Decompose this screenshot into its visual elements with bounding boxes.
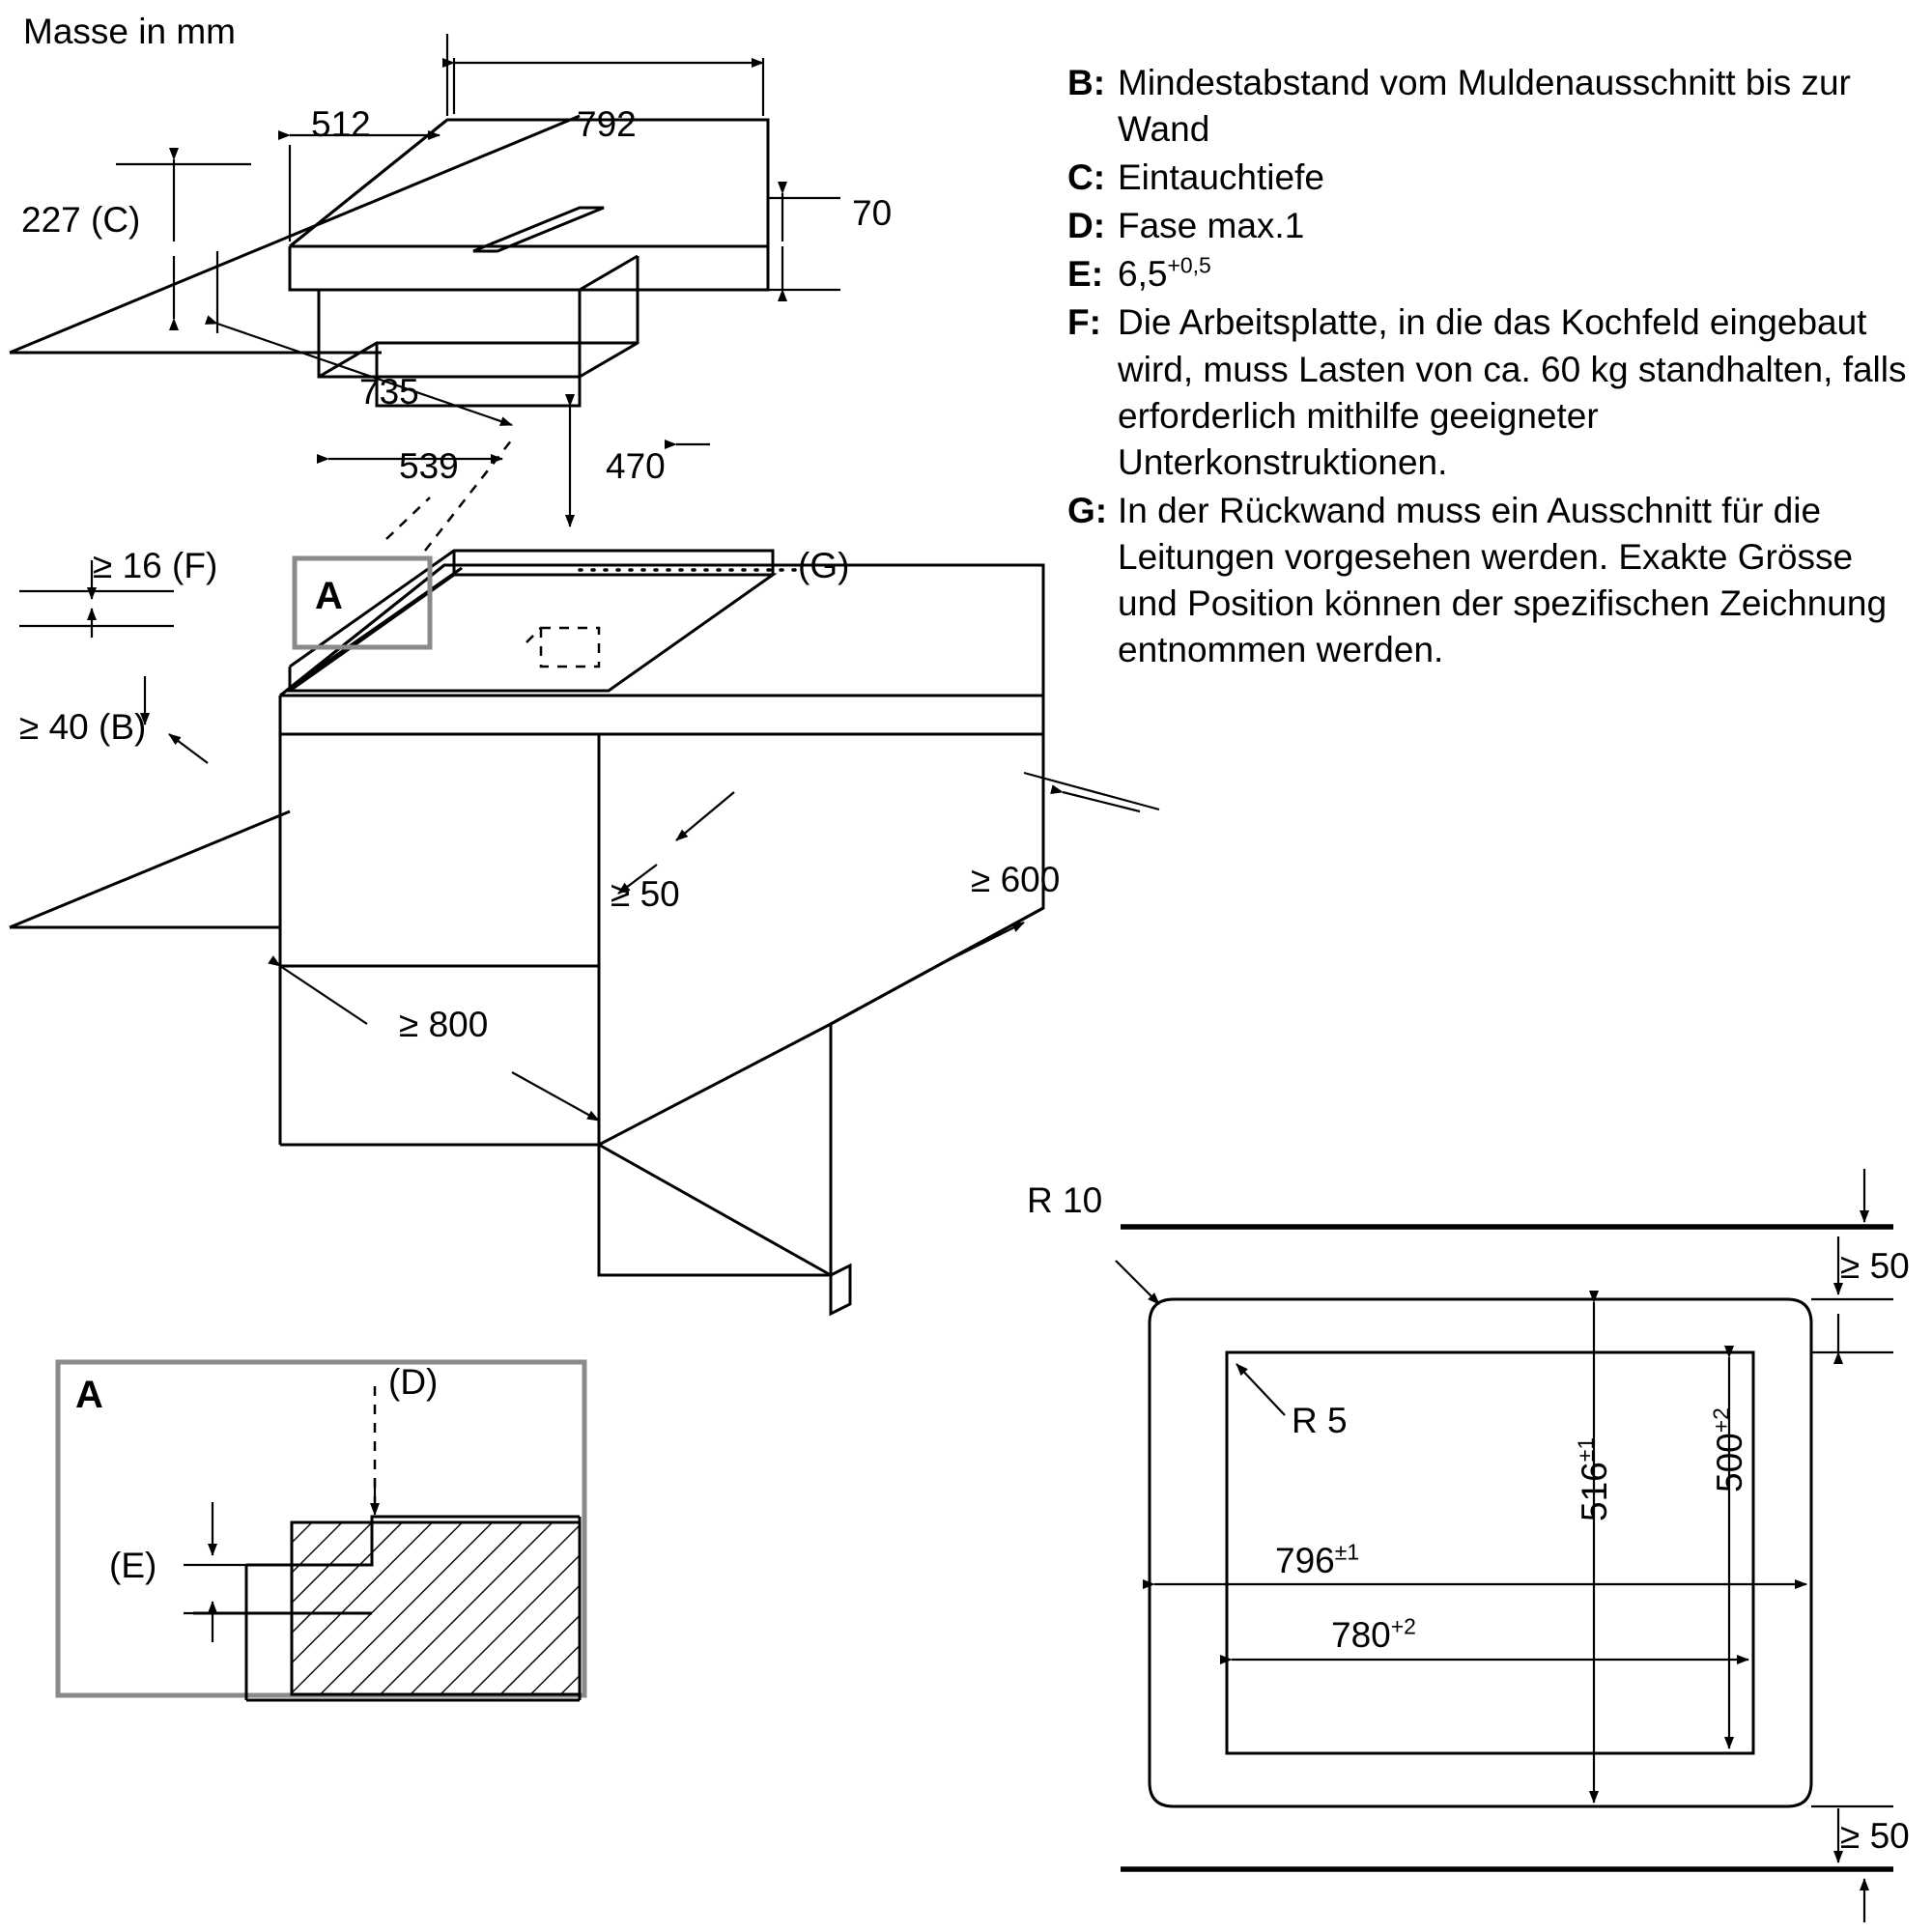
- radius-r5: R 5: [1292, 1401, 1348, 1440]
- detail-label-e: (E): [109, 1546, 157, 1585]
- dim-470: 470: [606, 446, 666, 486]
- legend-key-e: E:: [1067, 254, 1104, 295]
- legend-text-d: Fase max.1: [1118, 206, 1305, 246]
- legend-key-b: B:: [1067, 63, 1106, 102]
- cutout-dim-796: $796^{\pm 1}$: [1275, 1539, 1360, 1580]
- dim-539: 539: [399, 446, 459, 486]
- legend-key-f: F:: [1067, 302, 1101, 343]
- dim-800-width: ≥ 800: [399, 1005, 489, 1044]
- cutout-bottom-clearance: ≥ 50: [1840, 1816, 1910, 1856]
- dim-792: 792: [577, 104, 637, 144]
- dim-16-f: ≥ 16 (F): [93, 546, 218, 585]
- dim-600-depth: ≥ 600: [971, 860, 1061, 899]
- dim-70: 70: [852, 193, 893, 233]
- legend-text-e-sup: +0,5: [1167, 253, 1211, 279]
- radius-r10: R 10: [1027, 1180, 1103, 1220]
- detail-a-title: A: [75, 1374, 103, 1416]
- legend-text-f: Die Arbeitsplatte, in die das Kochfeld eingebaut wird, muss Lasten von ca. 60 kg standhalten, falls erforderlich mithilfe geeigneter Unterkonstruktionen.: [1118, 302, 1907, 482]
- legend-text-c: Eintauchtiefe: [1118, 157, 1324, 198]
- legend-key-d: D:: [1067, 206, 1106, 246]
- dim-512: 512: [311, 104, 371, 144]
- dim-40-b: ≥ 40 (B): [19, 707, 147, 747]
- dim-735: 735: [359, 372, 419, 412]
- detail-a-callout: A: [315, 575, 343, 617]
- cutout-top-clearance: ≥ 50: [1840, 1246, 1910, 1286]
- legend-text-g: In der Rückwand muss ein Ausschnitt für die Leitungen vorgesehen werden. Exakte Grösse und Position können der spezifischen Zeichnung entnommen werden.: [1118, 490, 1888, 670]
- dim-227-c: 227 (C): [21, 200, 141, 240]
- page-title: Masse in mm: [23, 12, 236, 51]
- legend-text-e: 6,5: [1118, 254, 1168, 295]
- legend-key-c: C:: [1067, 157, 1106, 198]
- cutout-dim-516: $516^{\pm 1}$: [1573, 1436, 1614, 1521]
- label-g: (G): [798, 546, 850, 585]
- cutout-dim-780: $780^{+2}$: [1331, 1613, 1416, 1655]
- detail-label-d: (D): [388, 1362, 439, 1402]
- cutout-dim-500: $500^{+2}$: [1708, 1407, 1749, 1492]
- dim-50-gap: ≥ 50: [611, 874, 680, 914]
- legend-text-b: Mindestabstand vom Muldenausschnitt bis zur Wand: [1118, 63, 1851, 150]
- legend-key-g: G:: [1067, 490, 1108, 530]
